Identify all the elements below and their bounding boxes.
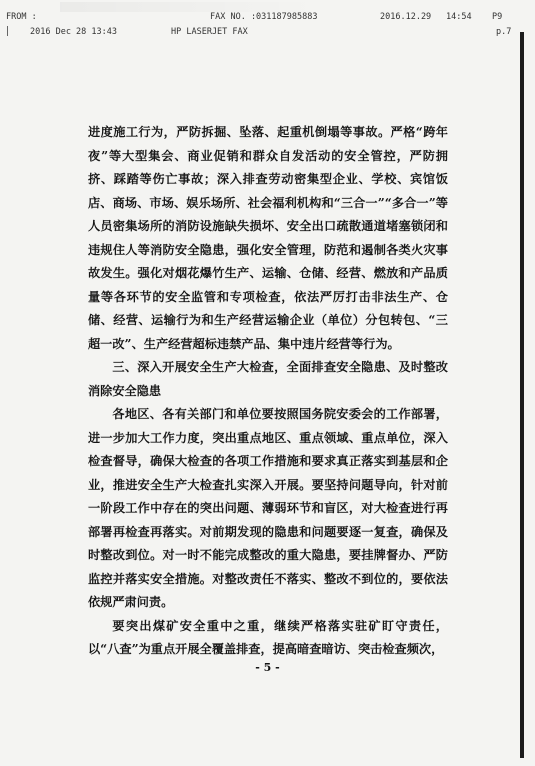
paragraph-3: 要突出煤矿安全重中之重，继续严格落实驻矿盯守责任，以“八查”为重点开展全覆盖排查，提高暗查暗访、突击检查频次， [88, 618, 448, 656]
paragraph-1: 进度施工行为，严防拆掘、坠落、起重机倒塌等事故。严格“跨年夜”等大型集会、商业促销和群众自发活动的安全管控，严防拥挤、踩踏等伤亡事故；深入排查劳动密集型企业、学校、宾馆饭店、商场、市场、娱乐场所、社会福利机构和“三合一”“多合一”等人员密集场所的消防设施缺失损坏、安全出口疏散通道堵塞锁闭和违规住人等消防安全隐患，强化安全管理，防范和遏制各类火灾事故发生。强化对烟花爆竹生产、运输、仓储、经营、燃放和产品质量等各环节的安全监管和专项检查，依法严厉打击非法生产、仓储、经营、运输行为和生产经营运输企业（单位）分包转包、“三超一改”、生产经营超标违禁产品、集中违片经营等行为。 [88, 125, 448, 351]
fax-page: P9 [492, 12, 503, 22]
fax-from: FROM : [6, 12, 37, 22]
paragraph-2: 各地区、各有关部门和单位要按照国务院安委会的工作部署，进一步加大工作力度，突出重点地区、重点领域、重点单位，深入检查督导，确保大检查的各项工作措施和要求真正落实到基层和企业，推进安全生产大检查扎实深入开展。要坚持问题导向，针对前一阶段工作中存在的突出问题、薄弱环节和盲区，对大检查进行再部署再检查再落实。对前期发现的隐患和问题要逐一复查，确保及时整改到位。对一时不能完成整改的重大隐患，要挂牌督办、严防监控并落实安全措施。对整改责任不落实、整改不到位的，要依法依规严肃问责。 [88, 407, 448, 609]
fax-number: FAX NO. :031187985883 [210, 12, 318, 22]
fax-header-smudge [60, 2, 320, 12]
fax-machine-name: HP LASERJET FAX [171, 27, 248, 37]
document-body [88, 121, 448, 662]
scan-edge-bar [520, 32, 524, 758]
fax-page-marker: p.7 [496, 27, 512, 37]
section-heading-3: 三、深入开展安全生产大检查，全面排查安全隐患、及时整改消除安全隐患 [88, 360, 448, 398]
fax-header-line-1 [6, 12, 531, 26]
fax-header-line-2 [6, 27, 531, 41]
fax-received-stamp: 2016 Dec 28 13:43 [30, 27, 117, 37]
fax-time: 14:54 [446, 12, 472, 22]
fax-date: 2016.12.29 [380, 12, 432, 22]
page-number: - 5 - [255, 661, 280, 674]
